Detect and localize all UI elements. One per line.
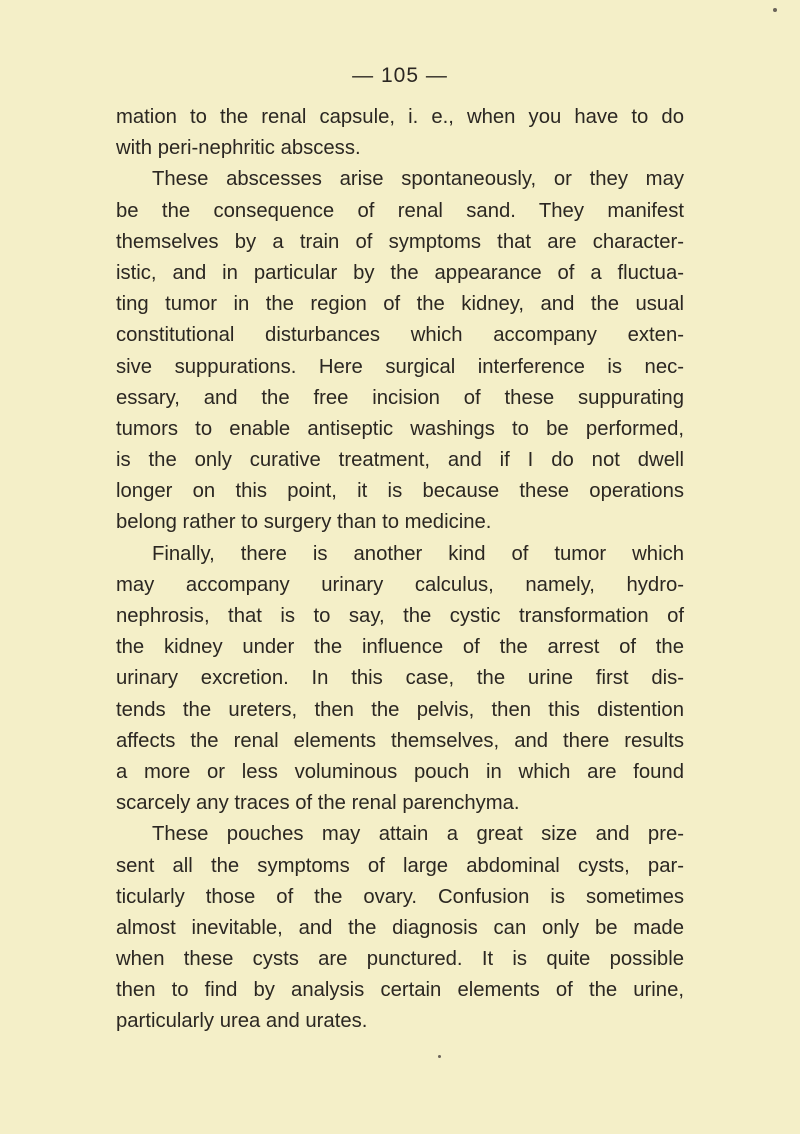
text-line: scarcely any traces of the renal parenchyma. xyxy=(116,792,520,815)
text-line: is the only curative treatment, and if I do not dwell xyxy=(116,449,684,472)
text-line: tumors to enable antiseptic washings to be performed, xyxy=(116,417,684,440)
text-line: almost inevitable, and the diagnosis can only be made xyxy=(116,916,684,939)
text-line: then to find by analysis certain elements of the urine, xyxy=(116,979,684,1002)
text-line: the kidney under the influence of the arrest of the xyxy=(116,636,684,659)
page-number: — 105 — xyxy=(352,64,448,87)
text-line: a more or less voluminous pouch in which are found xyxy=(116,760,684,783)
text-line: may accompany urinary calculus, namely, hydro- xyxy=(116,573,684,596)
text-line: affects the renal elements themselves, and there results xyxy=(116,729,684,752)
text-line: urinary excretion. In this case, the urine first dis- xyxy=(116,667,684,690)
text-line: with peri-nephritic abscess. xyxy=(116,137,361,160)
text-line: essary, and the free incision of these suppurating xyxy=(116,386,684,409)
text-line: mation to the renal capsule, i. e., when you have to do xyxy=(116,106,684,128)
text-line: belong rather to surgery than to medicine. xyxy=(116,511,492,534)
text-line: ting tumor in the region of the kidney, and the usual xyxy=(116,293,684,316)
body-text xyxy=(116,102,684,1038)
text-line: Finally, there is another kind of tumor which xyxy=(152,542,684,565)
text-line: constitutional disturbances which accompany exten- xyxy=(116,324,684,347)
text-line: istic, and in particular by the appearance of a fluctua- xyxy=(116,261,684,284)
text-line: longer on this point, it is because these operations xyxy=(116,480,684,503)
print-speck xyxy=(773,8,777,12)
text-line: when these cysts are punctured. It is quite possible xyxy=(116,948,684,971)
text-line: nephrosis, that is to say, the cystic transformation of xyxy=(116,605,684,627)
text-line: be the consequence of renal sand. They manifest xyxy=(116,199,684,222)
print-speck xyxy=(438,1055,441,1058)
text-line: particularly urea and urates. xyxy=(116,1010,368,1033)
text-line: tends the ureters, then the pelvis, then this distention xyxy=(116,698,684,721)
text-line: themselves by a train of symptoms that are character- xyxy=(116,230,684,253)
text-line: sent all the symptoms of large abdominal cysts, par- xyxy=(116,854,684,877)
text-line: sive suppurations. Here surgical interference is nec- xyxy=(116,355,684,378)
text-line: These abscesses arise spontaneously, or they may xyxy=(152,168,684,191)
text-line: These pouches may attain a great size and pre- xyxy=(152,823,684,846)
text-line: ticularly those of the ovary. Confusion is sometimes xyxy=(116,885,684,908)
